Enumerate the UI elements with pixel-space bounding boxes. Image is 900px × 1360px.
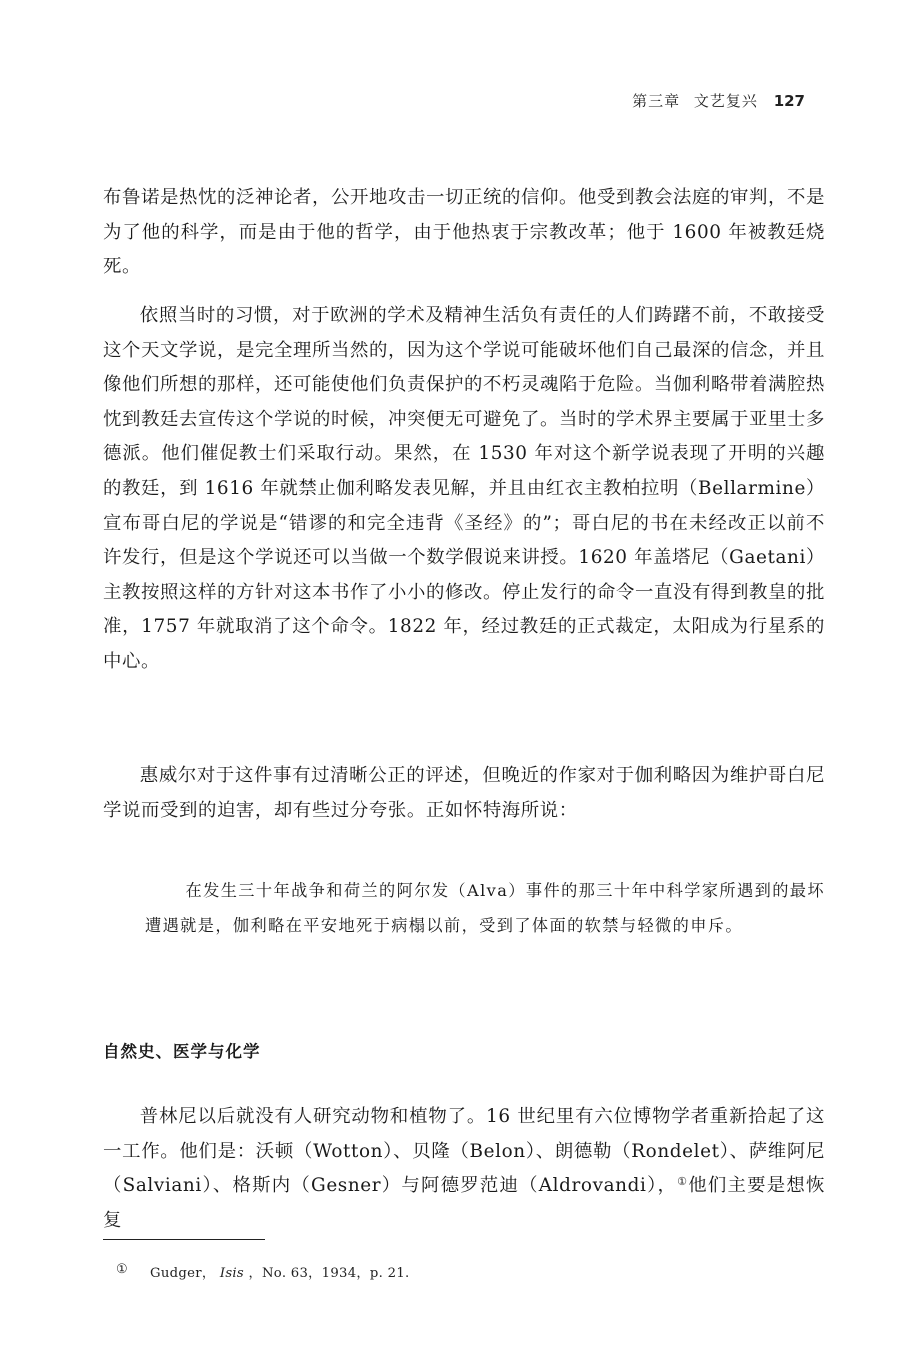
footnote <box>116 1262 410 1281</box>
chapter-label: 第三章 <box>632 92 681 110</box>
page-number: 127 <box>773 92 805 110</box>
quote-text: 在发生三十年战争和荷兰的阿尔发（Alva）事件的那三十年中科学家所遇到的最坏遭遇就是，伽利略在平安地死于病榻以前，受到了体面的软禁与轻微的申斥。 <box>145 881 825 935</box>
footnote-reference[interactable]: ① <box>677 1175 689 1189</box>
paragraph-text <box>103 1100 825 1238</box>
paragraph-bruno <box>103 181 825 285</box>
paragraph-text: 依照当时的习惯，对于欧洲的学术及精神生活负有责任的人们踌躇不前，不敢接受这个天文学说，是完全理所当然的，因为这个学说可能破坏他们自己最深的信念，并且像他们所想的那样，还可能使他们负责保护的不朽灵魂陷于危险。当伽利略带着满腔热忱到教廷去宣传这个学说的时候，冲突便无可避免了。当时的学术界主要属于亚里士多德派。他们催促教士们采取行动。果然，在 1530 年对这个新学说表现了开明的兴趣的教廷，到 1616 年就禁止伽利略发表见解，并且由红衣主教柏拉明（Bellarmine）宣布哥白尼的学说是“错谬的和完全违背《圣经》的”；哥白尼的书在未经改正以前不许发行，但是这个学说还可以当做一个数学假说来讲授。1620 年盖塔尼（Gaetani）主教按照这样的方针对这本书作了小小的修改。停止发行的命令一直没有得到教皇的批准，1757 年就取消了这个命令。1822 年，经过教廷的正式裁定，太阳成为行星系的中心。 <box>103 305 825 672</box>
paragraph-naturalists <box>103 1100 825 1238</box>
paragraph-text-tail: 他们主要是想恢复 <box>103 1175 825 1231</box>
block-quote <box>145 874 825 943</box>
paragraph-church-conflict <box>103 299 825 680</box>
section-heading: 自然史、医学与化学 <box>103 1042 261 1061</box>
paragraph-text: 布鲁诺是热忱的泛神论者，公开地攻击一切正统的信仰。他受到教会法庭的审判，不是为了他的科学，而是由于他的哲学，由于他热衷于宗教改革；他于 1600 年被教廷烧死。 <box>103 187 825 278</box>
footnote-journal: Isis <box>219 1266 244 1281</box>
footnote-divider <box>103 1239 265 1240</box>
footnote-marker: ① <box>116 1262 129 1277</box>
footnote-author: Gudger， <box>150 1266 216 1281</box>
paragraph-text-main: 普林尼以后就没有人研究动物和植物了。16 世纪里有六位博物学者重新拾起了这一工作。他们是：沃顿（Wotton）、贝隆（Belon）、朗德勒（Rondelet）、萨维阿尼（Salviani）、格斯内（Gesner）与阿德罗范迪（Aldrovandi）， <box>103 1106 825 1197</box>
paragraph-text: 惠威尔对于这件事有过清晰公正的评述，但晚近的作家对于伽利略因为维护哥白尼学说而受到的迫害，却有些过分夸张。正如怀特海所说： <box>103 765 825 821</box>
section-title: 文艺复兴 <box>693 92 758 110</box>
running-head <box>632 90 805 111</box>
paragraph-whewell <box>103 759 825 828</box>
footnote-details: ，No. 63，1934，p. 21. <box>248 1266 410 1281</box>
